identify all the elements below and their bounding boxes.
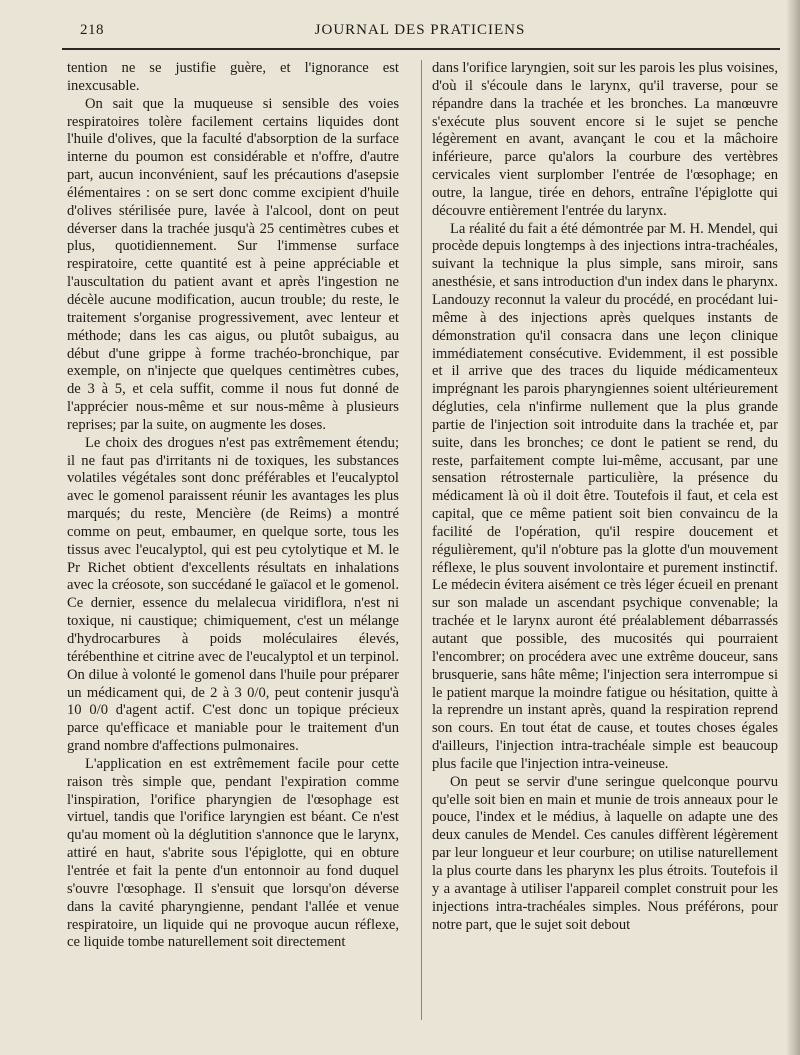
paragraph: tention ne se justifie guère, et l'ignorance est inexcusable.	[67, 60, 399, 94]
page-edge-shadow	[786, 0, 800, 1055]
page-number: 218	[80, 22, 104, 38]
paragraph: dans l'orifice laryngien, soit sur les parois les plus voisines, d'où il s'écoule dans le larynx, qu'il traverse, pour se répandre dans la trachée et les bronches. La manœuvre s'exécute plus souvent encore si le sujet se penche légèrement en avant, avançant le cou et la mâchoire inférieure, parce qu'alors la courbure des vertèbres cervicales vient surplomber l'entrée de l'œsophage; en outre, la langue, tirée en dehors, entraîne l'épiglotte qui découvre entièrement l'entrée du larynx.	[432, 60, 778, 219]
column-divider	[421, 60, 422, 1020]
paragraph: La réalité du fait a été démontrée par M. H. Mendel, qui procède depuis longtemps à des injections intra-trachéales, suivant la technique la plus simple, sans miroir, sans anesthésie, et sans introduction d'un index dans le pharynx. Landouzy reconnut la valeur du procédé, en procédant lui-même à des injections après quelques instants de démonstration qu'il consacra dans une leçon clinique immédiatement consécutive. Evidemment, il est possible et il arrive que des traces du liquide médicamenteux imprégnant les parois pharyngiennes soient ultérieurement dégluties, cela n'infirme nullement que la plus grande partie de l'injection soit introduite dans la trachée et, par suite, dans les bronches; ce dont le patient se rend, du reste, parfaitement compte lui-même, accusant, par une sensation rétrosternale particulière, la présence du médicament là où il doit être. Toutefois il faut, et cela est capital, que ce même patient soit bien convaincu de la facilité de l'opération, qu'il respire doucement et régulièrement, qu'il n'obture pas la glotte d'un mouvement réflexe, le plus souvent involontaire et purement instinctif. Le médecin évitera aisément ce très léger écueil en prenant sur son malade un ascendant psychique convenable; la trachée et le larynx auront été préalablement débarrassés autant que possible, des mucosités qui pourraient l'encombrer; on procédera avec une extrême douceur, sans brusquerie, sans hâte même; l'injection sera interrompue si le patient marque la moindre fatigue ou hésitation, quitte à la reprendre un instant après, quand la respiration reprend son cours. En tout état de cause, et toutes choses égales d'ailleurs, l'injection intra-trachéale simple est beaucoup plus facile que l'injection intra-veineuse.	[432, 220, 778, 772]
left-column	[67, 60, 399, 952]
paragraph: L'application en est extrêmement facile pour cette raison très simple que, pendant l'expiration comme l'inspiration, l'orifice pharyngien de l'œsophage est virtuel, tandis que l'orifice laryngien est béant. Ce n'est qu'au moment où la déglutition s'annonce que le larynx, attiré en haut, s'abrite sous l'épiglotte, qui en obture l'entrée et fait la pente d'un entonnoir au fond duquel s'ouvre l'œsophage. Il s'ensuit que lorsqu'on déverse dans la cavité pharyngienne, pendant l'allée et venue respiratoire, un liquide qui ne provoque aucun réflexe, ce liquide tombe naturellement soit directement	[67, 755, 399, 951]
paragraph: On peut se servir d'une seringue quelconque pourvu qu'elle soit bien en main et munie de trois anneaux pour le pouce, l'index et le médius, à laquelle on adapte une des deux canules de Mendel. Ces canules diffèrent légèrement par leur longueur et leur courbure; on utilise naturellement la plus courte dans les pharynx les plus étroits. Toutefois il y a avantage à utiliser l'appareil complet construit pour les injections intra-trachéales simples. Nous préférons, pour notre part, que le sujet soit debout	[432, 773, 778, 933]
page-header	[62, 22, 778, 44]
header-rule	[62, 48, 780, 50]
paragraph: On sait que la muqueuse si sensible des voies respiratoires tolère facilement certains liquides dont l'huile d'olives, que la faculté d'absorption de la surface interne du poumon est considérable et n'offre, d'autre part, aucun inconvénient, sauf les précautions d'asepsie élémentaires : on se sert donc comme excipient d'huile d'olives stérilisée pure, lavée à l'alcool, dont on peut déverser dans la trachée jusqu'à 25 centimètres cubes et plus, quotidiennement. Sur l'immense surface respiratoire, cette quantité est à peine appréciable et l'auscultation du patient avant et après l'ingestion ne décèle aucune modification, aucun trouble; du reste, le traitement s'organise progressivement, avec lenteur et méthode; dans les cas aigus, ou plutôt subaigus, au début d'une grippe à forme trachéo-bronchique, par exemple, on n'injecte que quelques centimètres cubes, de 3 à 5, et cela suffit, comme il nous fut donné de l'apprécier nous-même et sur nous-même à plusieurs reprises; par la suite, on augmente les doses.	[67, 95, 399, 433]
running-title: JOURNAL DES PRATICIENS	[314, 22, 526, 38]
right-column	[432, 60, 778, 934]
paragraph: Le choix des drogues n'est pas extrêmement étendu; il ne faut pas d'irritants ni de toxiques, les substances volatiles végétales sont donc préférables et l'eucalyptol avec le gomenol paraissent réunir les avantages les plus marqués; du reste, Mencière (de Reims) a montré comme on peut, embaumer, en quelque sorte, tous les tissus avec l'eucalyptol, qui est peu cytolytique et M. le Pr Richet obtient d'excellents résultats en inhalations avec la créosote, son succédané le gaïacol et le gomenol. Ce dernier, essence du melalecua viridiflora, n'est ni toxique, ni caustique; chimiquement, c'est un mélange d'hydrocarbures à poids moléculaires élevés, térébenthine et citrine avec de l'eucalyptol et un terpinol. On dilue à volonté le gomenol dans l'huile pour préparer un médicament qui, de 2 à 3 0/0, peut contenir jusqu'à 10 0/0 d'agent actif. C'est donc un topique précieux parce qu'efficace et maniable pour le traitement d'un grand nombre d'affections pulmonaires.	[67, 434, 399, 755]
